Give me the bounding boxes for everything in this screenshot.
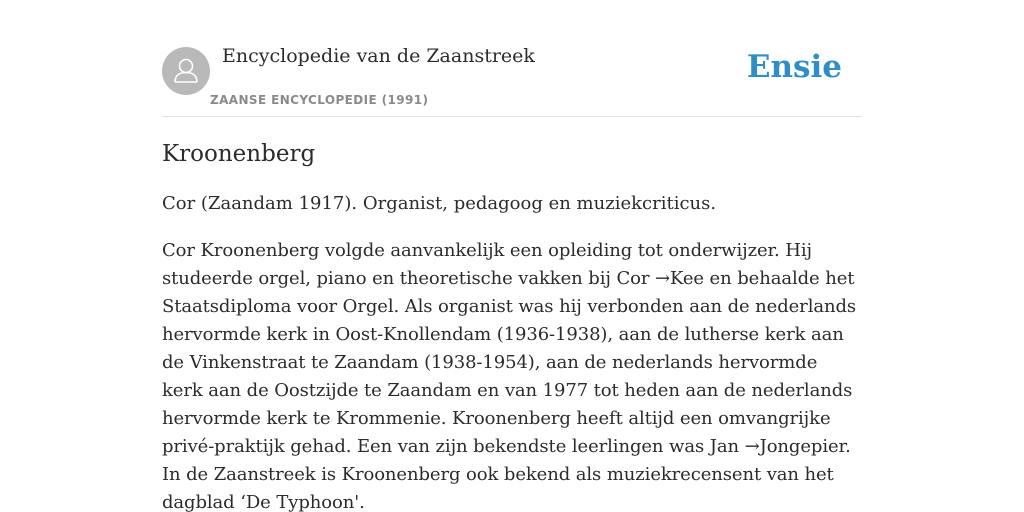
reference-link-kee[interactable]: →Kee (654, 268, 704, 289)
article-body (162, 237, 862, 512)
source-title[interactable]: Encyclopedie van de Zaanstreek (222, 45, 535, 67)
reference-link-jongepier[interactable]: →Jongepier (744, 436, 846, 457)
article (162, 138, 862, 512)
user-icon[interactable] (162, 47, 210, 95)
article-lead: Cor (Zaandam 1917). Organist, pedagoog en muziekcriticus. (162, 193, 717, 214)
ensie-logo[interactable]: Ensie (746, 49, 842, 85)
source-header (162, 0, 862, 117)
article-title: Kroonenberg (162, 141, 316, 167)
source-subtitle: ZAANSE ENCYCLOPEDIE (1991) (210, 93, 429, 107)
body-text: Cor Kroonenberg volgde aanvankelijk een opleiding tot onderwijzer. Hij studeerde orgel, piano en theoretische vakken bij Cor (162, 240, 813, 289)
body-text: en behaalde het Staatsdiploma voor Orgel. Als organist was hij verbonden aan de nederlands hervormde kerk in Oost-Knollendam (1936-1938), aan de lutherse kerk aan de Vinkenstraat te Zaandam (1938-1954), aan de nederlands hervormde kerk aan de Oostzijde te Zaandam en van 1977 tot heden aan de nederlands hervormde kerk te Krommenie. Kroonenberg heeft altijd een omvangrijke privé-praktijk gehad. Een van zijn bekendste leerlingen was Jan (162, 268, 857, 457)
body-text: . In de Zaanstreek is Kroonenberg ook bekend als muziekrecensent van het dagblad ‘De Typhoon'. (162, 436, 851, 512)
